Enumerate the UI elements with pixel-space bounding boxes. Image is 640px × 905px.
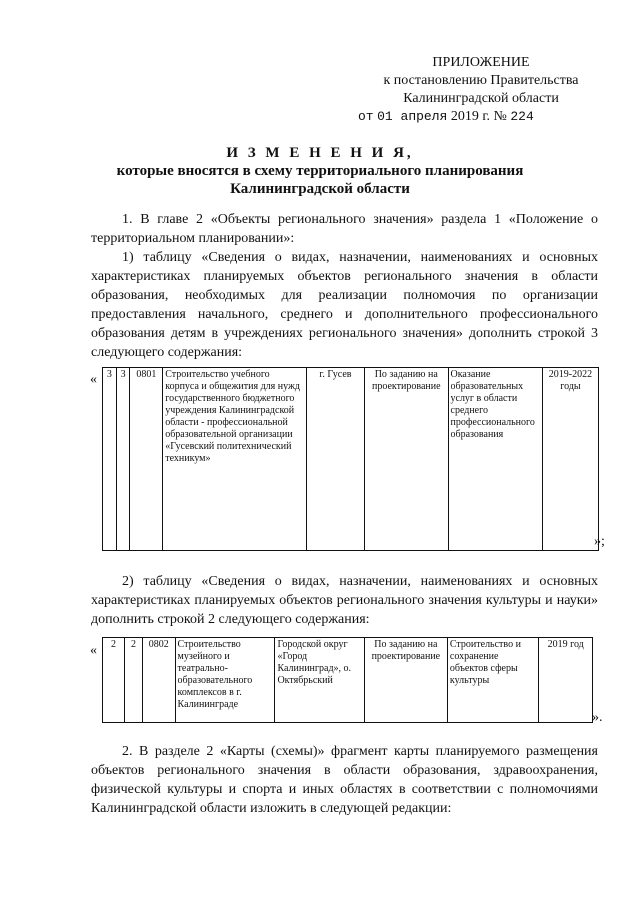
- approval-date-line: [350, 108, 612, 126]
- table-2-cell-6: По заданию на проектирование: [364, 638, 447, 723]
- table-1-cell-2: 3: [116, 368, 130, 551]
- approval-block: [350, 54, 612, 126]
- table-2-cell-1: 2: [103, 638, 125, 723]
- table-2-cell-7: Строительство и сохранение объектов сферы культуры: [447, 638, 538, 723]
- table-2-close-quote: ».: [592, 710, 603, 725]
- approval-title: ПРИЛОЖЕНИЕ: [432, 55, 530, 70]
- paragraph-item-2: [91, 572, 598, 629]
- table-1-cell-5: г. Гусев: [306, 368, 364, 551]
- table-row: [103, 638, 593, 723]
- paragraph-2: [91, 742, 598, 818]
- table-2: [102, 637, 593, 723]
- table-2-cell-8: 2019 год: [539, 638, 593, 723]
- table-2-open-quote: «: [90, 643, 97, 658]
- table-2-cell-2: 2: [125, 638, 143, 723]
- title-line-1: И З М Е Н Е Н И Я,: [226, 145, 414, 161]
- table-1-cell-4: Строительство учебного корпуса и общежития для нужд государственного бюджетного учреждения Калининградской области - профессиональной образовательной организации «Гусевский политехнический техникум»: [163, 368, 307, 551]
- table-1-cell-8: 2019-2022 годы: [542, 368, 598, 551]
- paragraph-1-item-1: 1) таблицу «Сведения о видах, назначении, наименованиях и основных характеристиках планируемых объектов регионального значения в области образования, необходимых для реализации полномочия по организации предоставления начального, среднего и дополнительного профессионального образования детям в учреждениях регионального значения» дополнить строкой 3 следующего содержания:: [91, 250, 598, 360]
- title-line-2: которые вносятся в схему территориального планирования: [116, 163, 524, 179]
- table-1-cell-6: По заданию на проектирование: [365, 368, 448, 551]
- table-1-cell-1: 3: [103, 368, 117, 551]
- table-1-close-quote: »;: [594, 534, 605, 549]
- paragraph-item-2-text: 2) таблицу «Сведения о видах, назначении, наименованиях и основных характеристиках планируемых объектов регионального значения культуры и науки» дополнить строкой 2 следующего содержания:: [91, 574, 598, 627]
- table-2-cell-5: Городской округ «Город Калининград», о. Октябрьский: [275, 638, 364, 723]
- paragraph-1: [91, 210, 598, 362]
- table-2-cell-4: Строительство музейного и театрально-образовательного комплексов в г. Калининграде: [175, 638, 275, 723]
- paragraph-1-text: 1. В главе 2 «Объекты регионального значения» раздела 1 «Положение о территориальном планировании»:: [91, 212, 598, 246]
- number-sign: №: [493, 109, 507, 124]
- date-prefix: от: [358, 109, 374, 124]
- approval-line-3: Калининградской области: [403, 91, 559, 106]
- table-1-cell-3: 0801: [130, 368, 163, 551]
- document-title: [60, 144, 580, 198]
- number-fill: 224: [510, 109, 534, 124]
- year-text: 2019 г.: [450, 109, 490, 124]
- table-1: [102, 367, 599, 551]
- title-line-3: Калининградской области: [230, 181, 410, 197]
- table-1-open-quote: «: [90, 372, 97, 387]
- paragraph-2-text: 2. В разделе 2 «Карты (схемы)» фрагмент карты планируемого размещения объектов регионального значения в области образования, здравоохранения, физической культуры и спорта и иных областях в соответствии с полномочиями Калининградской области изложить в следующей редакции:: [91, 744, 598, 816]
- approval-line-2: к постановлению Правительства: [383, 73, 579, 88]
- table-1-cell-7: Оказание образовательных услуг в области среднего профессионального образования: [448, 368, 542, 551]
- table-2-cell-3: 0802: [142, 638, 175, 723]
- date-fill: 01 апреля: [377, 109, 448, 124]
- table-row: [103, 368, 599, 551]
